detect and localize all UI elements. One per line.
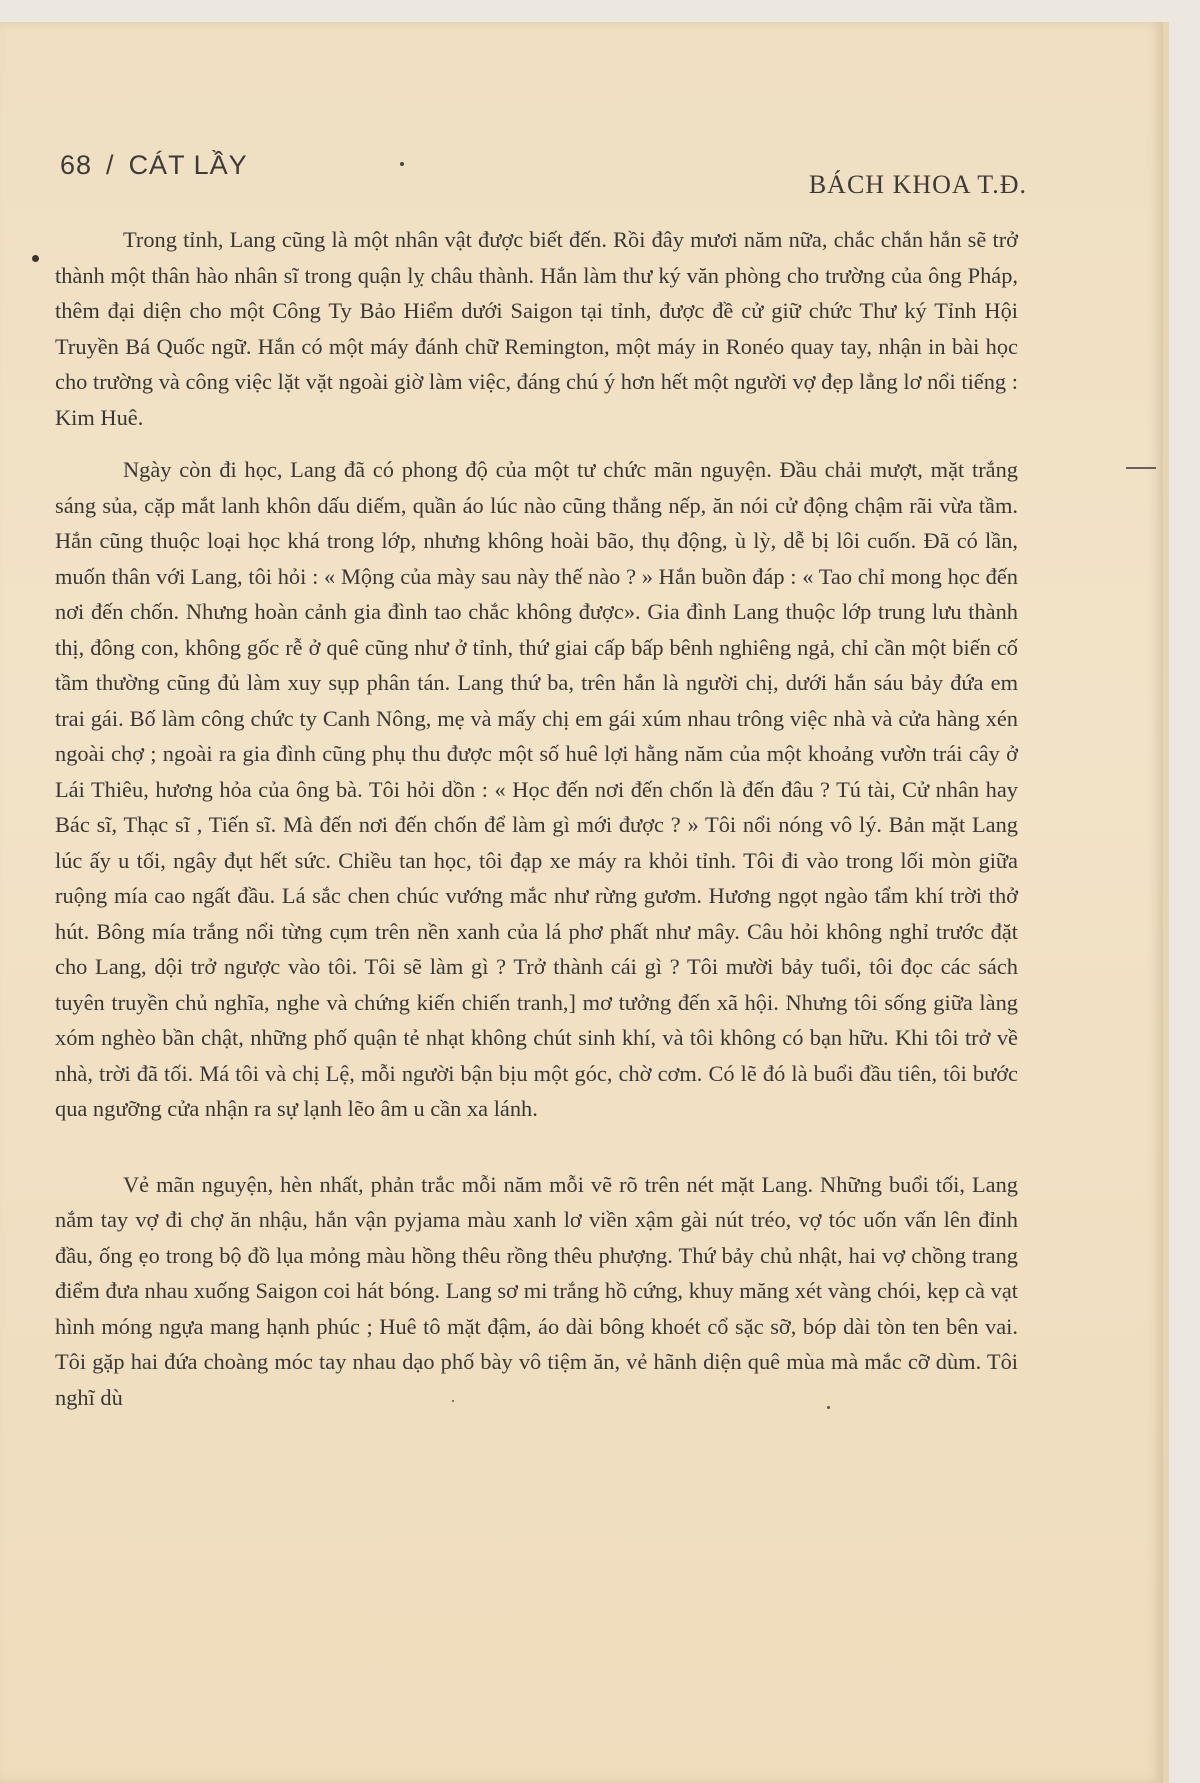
margin-mark [32,255,39,262]
article-body [55,222,1018,1415]
paragraph-1: Trong tỉnh, Lang cũng là một nhân vật được biết đến. Rồi đây mươi năm nữa, chắc chắn hắn sẽ trở thành một thân hào nhân sĩ trong quận lỵ châu thành. Hắn làm thư ký văn phòng cho trường của ông Pháp, thêm đại diện cho một Công Ty Bảo Hiểm dưới Saigon tại tỉnh, được đề cử giữ chức Thư ký Tỉnh Hội Truyền Bá Quốc ngữ. Hắn có một máy đánh chữ Remington, một máy in Ronéo quay tay, nhận in bài học cho trường và công việc lặt vặt ngoài giờ làm việc, đáng chú ý hơn hết một người vợ đẹp lẳng lơ nổi tiếng : Kim Huê. [55,227,1018,430]
running-title: CÁT LẦY [128,150,248,180]
header-dot [400,162,404,166]
header-separator: / [106,150,115,180]
running-header [60,144,1027,199]
header-left [60,150,248,181]
publication-title: BÁCH KHOA T.Đ. [808,170,1027,199]
page-number: 68 [60,150,93,180]
book-page [0,22,1163,1783]
paragraph-2: Ngày còn đi học, Lang đã có phong độ của một tư chức mãn nguyện. Đầu chải mượt, mặt trắng sáng sủa, cặp mắt lanh khôn dấu diếm, quần áo lúc nào cũng thẳng nếp, ăn nói cử động chậm rãi vừa tầm. Hắn cũng thuộc loại học khá trong lớp, nhưng không hoài bão, thụ động, ù lỳ, dễ bị lôi cuốn. Đã có lần, muốn thân với Lang, tôi hỏi : « Mộng của mày sau này thế nào ? » Hắn buồn đáp : « Tao chỉ mong học đến nơi đến chốn. Nhưng hoàn cảnh gia đình tao chắc không được». Gia đình Lang thuộc lớp trung lưu thành thị, đông con, không gốc rễ ở quê cũng như ở tỉnh, thứ giai cấp bấp bênh nghiêng ngả, chỉ cần một biến cố tầm thường cũng đủ làm xuy sụp phân tán. Lang thứ ba, trên hắn là người chị, dưới hắn sáu bảy đứa em trai gái. Bố làm công chức ty Canh Nông, mẹ và mấy chị em gái xúm nhau trông việc nhà và cửa hàng xén ngoài chợ ; ngoài ra gia đình cũng phụ thu được một số huê lợi hằng năm của một khoảng vườn trái cây ở Lái Thiêu, hương hỏa của ông bà. Tôi hỏi dồn : « Học đến nơi đến chốn là đến đâu ? Tú tài, Cử nhân hay Bác sĩ, Thạc sĩ , Tiến sĩ. Mà đến nơi đến chốn để làm gì mới được ? » Tôi nổi nóng vô lý. Bản mặt Lang lúc ấy u tối, ngây đụt hết sức. Chiều tan học, tôi đạp xe máy ra khỏi tỉnh. Tôi đi vào trong lối mòn giữa ruộng mía cao ngất đầu. Lá sắc chen chúc vướng mắc như rừng gươm. Hương ngọt ngào tẩm khí trời thở hút. Bông mía trắng nổi từng cụm trên nền xanh của lá phơ phất như mây. Câu hỏi không nghỉ trước đặt cho Lang, dội trở ngược vào tôi. Tôi sẽ làm gì ? Trở thành cái gì ? Tôi mười bảy tuổi, tôi đọc các sách tuyên truyền chủ nghĩa, nghe và chứng kiến chiến tranh,] mơ tưởng đến xã hội. Nhưng tôi sống giữa làng xóm nghèo bần chật, những phố quận tẻ nhạt không chút sinh khí, và tôi không có bạn hữu. Khi tôi trở về nhà, trời đã tối. Má tôi và chị Lệ, mỗi người bận bịu một góc, chờ cơm. Có lẽ đó là buổi đầu tiên, tôi bước qua ngưỡng cửa nhận ra sự lạnh lẽo âm u cần xa lánh. [55,457,1018,1121]
margin-dash [1126,467,1156,469]
page-edge [1163,22,1169,1783]
paragraph-3: Vẻ mãn nguyện, hèn nhất, phản trắc mỗi năm mỗi vẽ rõ trên nét mặt Lang. Những buổi tối, Lang nắm tay vợ đi chợ ăn nhậu, hắn vận pyjama màu xanh lơ viền xậm gài nút tréo, vợ tóc uốn vấn lên đỉnh đầu, ống ẹo trong bộ đồ lụa mỏng màu hồng thêu rồng thêu phượng. Thứ bảy chủ nhật, hai vợ chồng trang điểm đưa nhau xuống Saigon coi hát bóng. Lang sơ mi trắng hồ cứng, khuy măng xét vàng chói, kẹp cà vạt hình móng ngựa mang hạnh phúc ; Huê tô mặt đậm, áo dài bông khoét cổ sặc sỡ, bóp dài tòn ten bên vai. Tôi gặp hai đứa choàng móc tay nhau dạo phố bày vô tiệm ăn, vẻ hãnh diện quê mùa mà mắc cỡ dùm. Tôi nghĩ dù [55,1171,1018,1410]
